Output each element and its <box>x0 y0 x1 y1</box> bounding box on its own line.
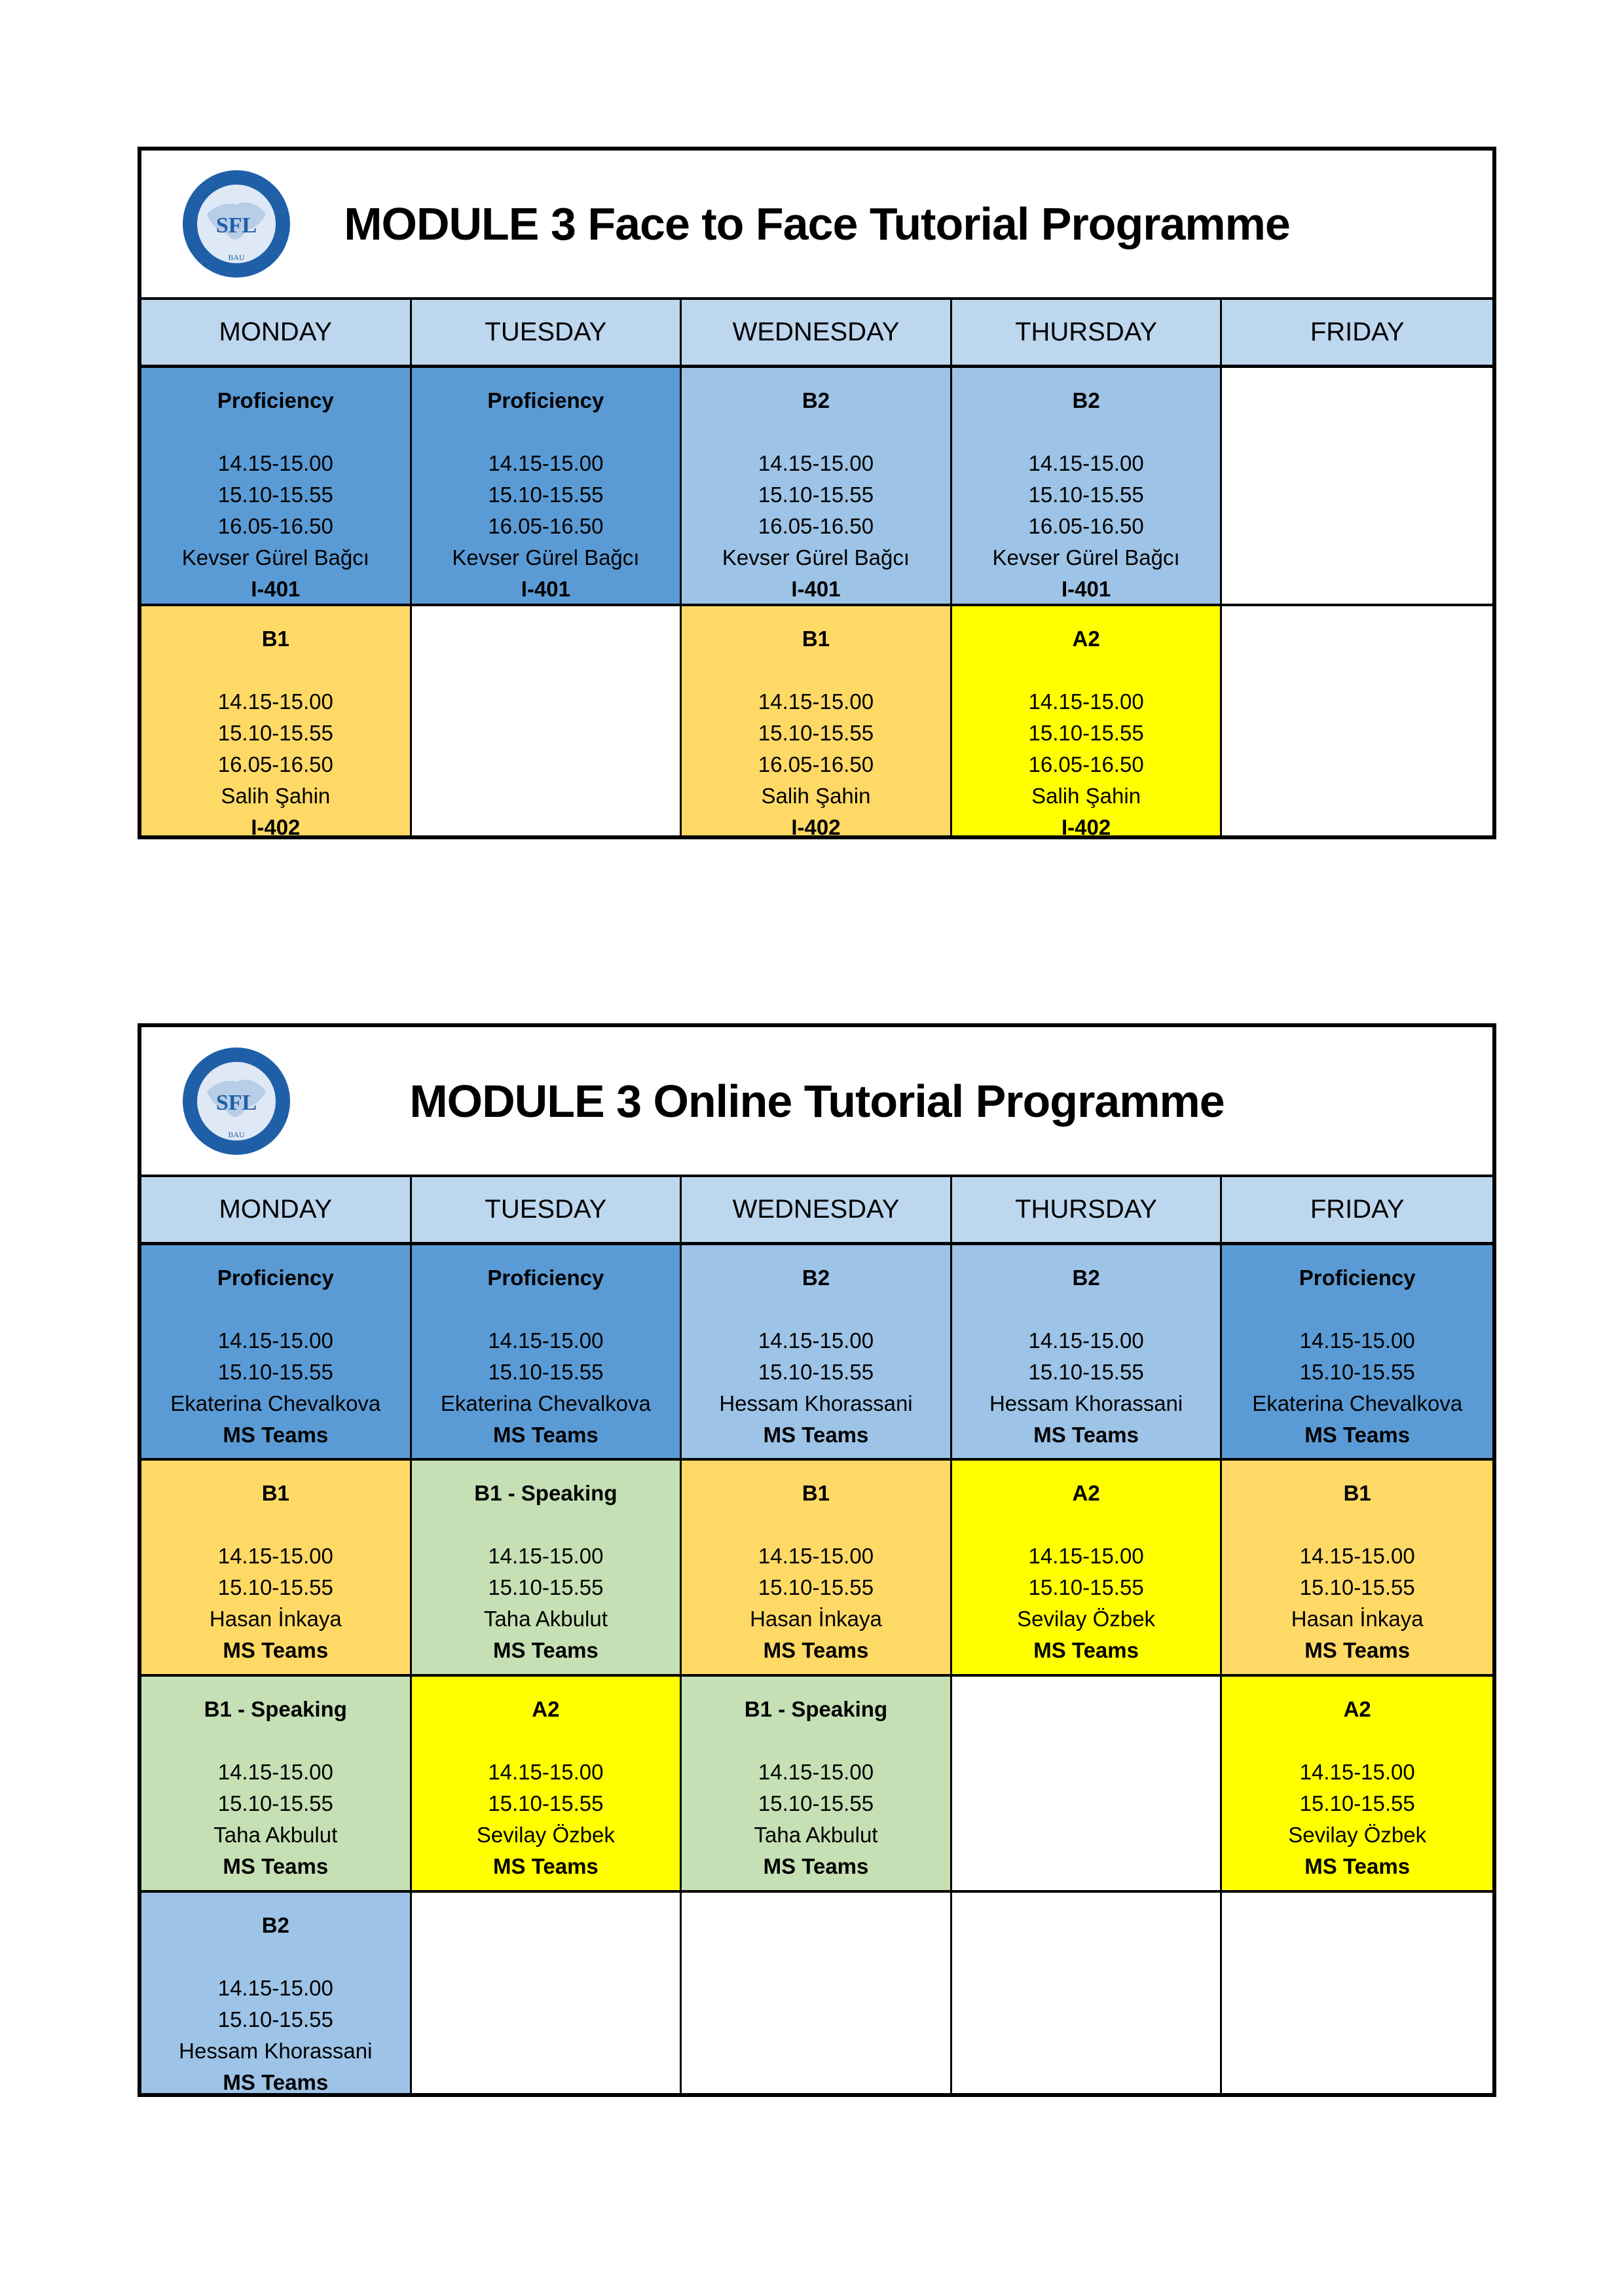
time-slot: 15.10-15.55 <box>217 1360 333 1384</box>
level-label: B1 <box>1343 1481 1371 1505</box>
time-slot: 14.15-15.00 <box>488 451 604 475</box>
face-to-face-schedule <box>138 147 1496 839</box>
teacher-name: Hessam Khorassani <box>989 1391 1183 1415</box>
teacher-name: Hasan İnkaya <box>209 1607 342 1631</box>
sfl-logo-icon <box>181 168 292 280</box>
time-slot: 15.10-15.55 <box>1299 1791 1415 1815</box>
tutorial-slot <box>682 1245 952 1461</box>
level-label: B2 <box>802 1266 830 1290</box>
level-label: B2 <box>1072 388 1100 412</box>
room-label: MS Teams <box>1033 1638 1139 1662</box>
time-slot: 14.15-15.00 <box>758 1760 874 1784</box>
room-label: I-401 <box>251 577 301 601</box>
day-header-monday: MONDAY <box>141 1177 412 1245</box>
teacher-name: Hessam Khorassani <box>719 1391 913 1415</box>
teacher-name: Ekaterina Chevalkova <box>170 1391 381 1415</box>
time-slot: 16.05-16.50 <box>758 514 874 538</box>
level-label: Proficiency <box>217 1266 334 1290</box>
tutorial-slot <box>682 368 952 606</box>
tutorial-slot <box>141 1245 412 1461</box>
day-header-tuesday: TUESDAY <box>412 1177 682 1245</box>
time-slot: 15.10-15.55 <box>758 721 874 745</box>
room-label: MS Teams <box>223 1423 329 1447</box>
schedule-title-row <box>141 151 1492 300</box>
teacher-name: Salih Şahin <box>1031 784 1141 808</box>
schedule-body <box>141 368 1492 839</box>
time-slot: 14.15-15.00 <box>217 689 333 714</box>
time-slot: 15.10-15.55 <box>217 1575 333 1599</box>
time-slot: 15.10-15.55 <box>488 1575 604 1599</box>
time-slot: 15.10-15.55 <box>1299 1575 1415 1599</box>
level-label: A2 <box>532 1697 560 1721</box>
time-slot: 16.05-16.50 <box>488 514 604 538</box>
time-slot: 15.10-15.55 <box>217 483 333 507</box>
day-header-tuesday: TUESDAY <box>412 300 682 368</box>
room-label: MS Teams <box>493 1638 599 1662</box>
schedule-body <box>141 1245 1492 2093</box>
time-slot: 14.15-15.00 <box>758 451 874 475</box>
empty-slot <box>412 606 682 835</box>
tutorial-slot <box>141 606 412 839</box>
level-label: Proficiency <box>217 388 334 412</box>
day-header-friday: FRIDAY <box>1222 1177 1492 1245</box>
time-slot: 16.05-16.50 <box>1028 752 1144 776</box>
room-label: I-402 <box>251 815 301 839</box>
time-slot: 14.15-15.00 <box>758 1328 874 1353</box>
time-slot: 15.10-15.55 <box>1028 721 1144 745</box>
time-slot: 15.10-15.55 <box>758 1360 874 1384</box>
level-label: B1 <box>261 1481 289 1505</box>
time-slot: 15.10-15.55 <box>1028 483 1144 507</box>
room-label: MS Teams <box>1304 1423 1411 1447</box>
tutorial-slot <box>412 1677 682 1893</box>
room-label: MS Teams <box>493 1423 599 1447</box>
room-label: MS Teams <box>1304 1854 1411 1878</box>
online-schedule <box>138 1023 1496 2097</box>
time-slot: 16.05-16.50 <box>758 752 874 776</box>
time-slot: 15.10-15.55 <box>488 483 604 507</box>
time-slot: 15.10-15.55 <box>758 1791 874 1815</box>
room-label: I-402 <box>1061 815 1111 839</box>
level-label: B1 - Speaking <box>744 1697 888 1721</box>
level-label: Proficiency <box>1299 1266 1416 1290</box>
level-label: B1 <box>261 627 289 651</box>
day-header-wednesday: WEDNESDAY <box>682 300 952 368</box>
teacher-name: Ekaterina Chevalkova <box>1252 1391 1463 1415</box>
tutorial-slot <box>141 368 412 606</box>
teacher-name: Salih Şahin <box>221 784 331 808</box>
empty-slot <box>1222 606 1492 835</box>
time-slot: 15.10-15.55 <box>488 1791 604 1815</box>
room-label: MS Teams <box>493 1854 599 1878</box>
empty-slot <box>952 1677 1223 1893</box>
teacher-name: Kevser Gürel Bağcı <box>452 545 640 570</box>
teacher-name: Kevser Gürel Bağcı <box>181 545 369 570</box>
tutorial-slot <box>412 1461 682 1677</box>
tutorial-slot <box>412 1245 682 1461</box>
level-label: A2 <box>1072 1481 1100 1505</box>
tutorial-slot <box>952 606 1223 839</box>
teacher-name: Hessam Khorassani <box>179 2039 373 2063</box>
empty-slot <box>1222 1893 1492 2093</box>
day-header-row <box>141 300 1492 368</box>
time-slot: 15.10-15.55 <box>1299 1360 1415 1384</box>
time-slot: 15.10-15.55 <box>1028 1575 1144 1599</box>
room-label: MS Teams <box>223 2070 329 2094</box>
time-slot: 14.15-15.00 <box>488 1328 604 1353</box>
level-label: Proficiency <box>487 1266 604 1290</box>
time-slot: 14.15-15.00 <box>1028 1544 1144 1568</box>
tutorial-slot <box>1222 1461 1492 1677</box>
tutorial-slot <box>412 368 682 606</box>
time-slot: 15.10-15.55 <box>758 1575 874 1599</box>
day-header-row <box>141 1177 1492 1245</box>
teacher-name: Taha Akbulut <box>754 1823 878 1847</box>
room-label: MS Teams <box>763 1423 869 1447</box>
tutorial-slot <box>952 368 1223 606</box>
room-label: MS Teams <box>763 1854 869 1878</box>
teacher-name: Ekaterina Chevalkova <box>440 1391 651 1415</box>
time-slot: 14.15-15.00 <box>217 451 333 475</box>
room-label: I-401 <box>1061 577 1111 601</box>
time-slot: 15.10-15.55 <box>758 483 874 507</box>
teacher-name: Taha Akbulut <box>483 1607 608 1631</box>
tutorial-slot <box>141 1677 412 1893</box>
time-slot: 15.10-15.55 <box>217 1791 333 1815</box>
svg-text:BAU: BAU <box>228 253 245 262</box>
time-slot: 14.15-15.00 <box>758 1544 874 1568</box>
svg-text:BAU: BAU <box>228 1129 245 1139</box>
schedule-title-row <box>141 1027 1492 1177</box>
empty-slot <box>1222 368 1492 606</box>
teacher-name: Taha Akbulut <box>213 1823 338 1847</box>
level-label: A2 <box>1343 1697 1371 1721</box>
time-slot: 14.15-15.00 <box>1299 1544 1415 1568</box>
level-label: B1 - Speaking <box>474 1481 618 1505</box>
level-label: B1 - Speaking <box>204 1697 347 1721</box>
time-slot: 16.05-16.50 <box>1028 514 1144 538</box>
time-slot: 14.15-15.00 <box>217 1760 333 1784</box>
day-header-thursday: THURSDAY <box>952 1177 1223 1245</box>
teacher-name: Sevilay Özbek <box>476 1823 615 1847</box>
time-slot: 15.10-15.55 <box>488 1360 604 1384</box>
teacher-name: Sevilay Özbek <box>1017 1607 1156 1631</box>
empty-slot <box>412 1893 682 2093</box>
room-label: I-401 <box>521 577 570 601</box>
teacher-name: Hasan İnkaya <box>1291 1607 1424 1631</box>
teacher-name: Kevser Gürel Bağcı <box>992 545 1180 570</box>
tutorial-slot <box>1222 1245 1492 1461</box>
time-slot: 14.15-15.00 <box>1299 1328 1415 1353</box>
tutorial-slot <box>1222 1677 1492 1893</box>
level-label: B1 <box>802 627 830 651</box>
tutorial-slot <box>952 1245 1223 1461</box>
tutorial-slot <box>682 1461 952 1677</box>
time-slot: 14.15-15.00 <box>1028 1328 1144 1353</box>
level-label: B1 <box>802 1481 830 1505</box>
teacher-name: Kevser Gürel Bağcı <box>722 545 910 570</box>
room-label: MS Teams <box>763 1638 869 1662</box>
time-slot: 15.10-15.55 <box>217 2007 333 2032</box>
time-slot: 14.15-15.00 <box>1028 689 1144 714</box>
sfl-logo-icon <box>181 1046 292 1157</box>
tutorial-slot <box>141 1893 412 2093</box>
time-slot: 14.15-15.00 <box>488 1760 604 1784</box>
time-slot: 14.15-15.00 <box>758 689 874 714</box>
level-label: A2 <box>1072 627 1100 651</box>
time-slot: 16.05-16.50 <box>217 514 333 538</box>
time-slot: 16.05-16.50 <box>217 752 333 776</box>
time-slot: 15.10-15.55 <box>1028 1360 1144 1384</box>
room-label: MS Teams <box>223 1638 329 1662</box>
day-header-wednesday: WEDNESDAY <box>682 1177 952 1245</box>
day-header-monday: MONDAY <box>141 300 412 368</box>
schedule-title: MODULE 3 Online Tutorial Programme <box>409 1075 1225 1127</box>
room-label: MS Teams <box>1033 1423 1139 1447</box>
time-slot: 14.15-15.00 <box>217 1328 333 1353</box>
empty-slot <box>682 1893 952 2093</box>
teacher-name: Sevilay Özbek <box>1288 1823 1427 1847</box>
tutorial-slot <box>141 1461 412 1677</box>
level-label: B2 <box>802 388 830 412</box>
time-slot: 14.15-15.00 <box>1299 1760 1415 1784</box>
empty-slot <box>952 1893 1223 2093</box>
teacher-name: Salih Şahin <box>761 784 871 808</box>
svg-text:SFL: SFL <box>215 1090 257 1115</box>
level-label: Proficiency <box>487 388 604 412</box>
time-slot: 14.15-15.00 <box>217 1976 333 2000</box>
level-label: B2 <box>1072 1266 1100 1290</box>
schedule-title: MODULE 3 Face to Face Tutorial Programme <box>344 198 1290 249</box>
svg-text:SFL: SFL <box>215 213 257 238</box>
tutorial-slot <box>682 1677 952 1893</box>
teacher-name: Hasan İnkaya <box>750 1607 882 1631</box>
day-header-friday: FRIDAY <box>1222 300 1492 368</box>
room-label: I-402 <box>791 815 841 839</box>
room-label: MS Teams <box>1304 1638 1411 1662</box>
room-label: I-401 <box>791 577 841 601</box>
tutorial-slot <box>682 606 952 839</box>
room-label: MS Teams <box>223 1854 329 1878</box>
time-slot: 14.15-15.00 <box>488 1544 604 1568</box>
level-label: B2 <box>261 1913 289 1937</box>
day-header-thursday: THURSDAY <box>952 300 1223 368</box>
tutorial-slot <box>952 1461 1223 1677</box>
time-slot: 14.15-15.00 <box>1028 451 1144 475</box>
time-slot: 14.15-15.00 <box>217 1544 333 1568</box>
time-slot: 15.10-15.55 <box>217 721 333 745</box>
